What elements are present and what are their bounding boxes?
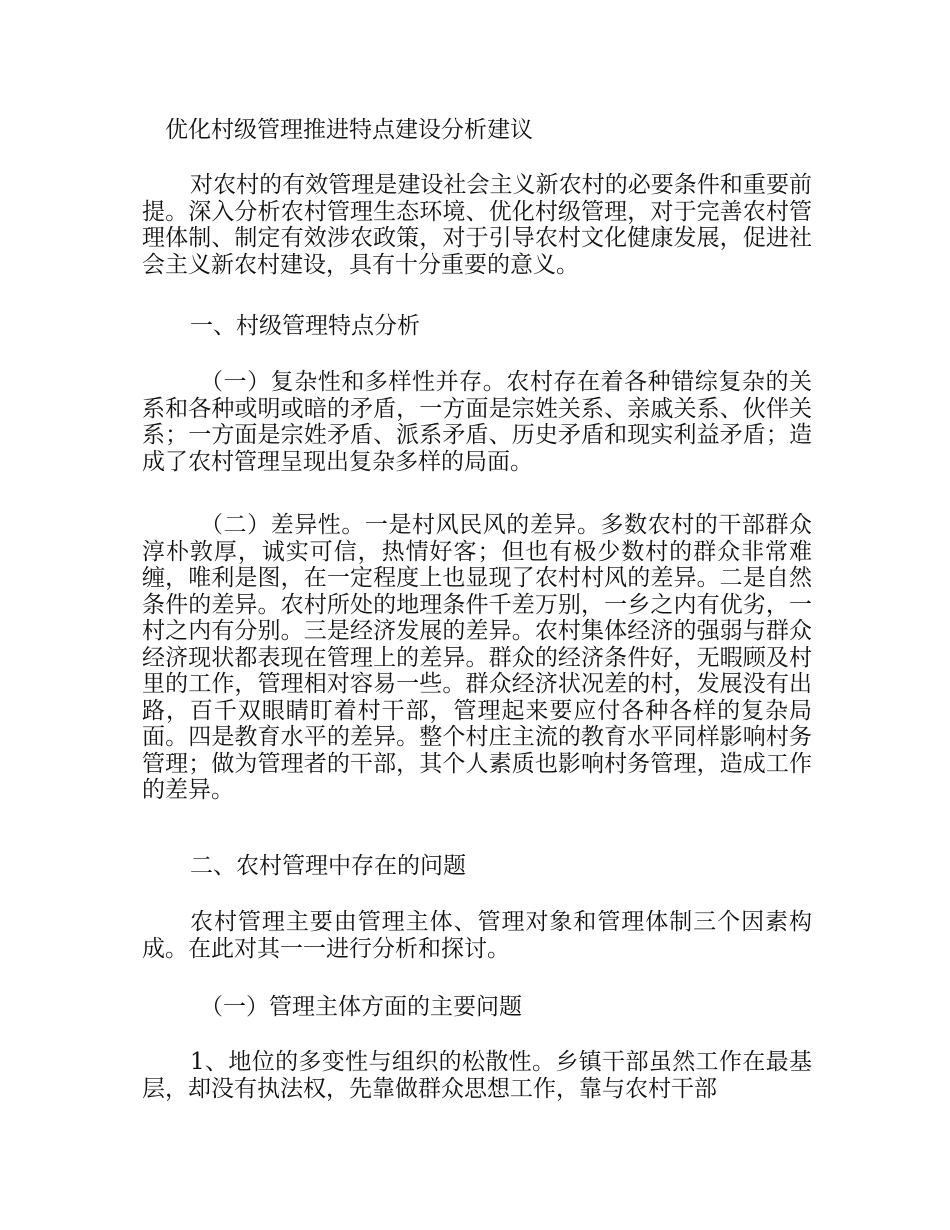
subsection-heading-1: （一）管理主体方面的主要问题	[200, 994, 522, 1020]
section-heading-2: 二、农村管理中存在的问题	[190, 853, 466, 879]
paragraph-complexity: （一）复杂性和多样性并存。农村存在着各种错综复杂的关系和各种或明或暗的矛盾，一方面是宗姓关系、亲戚关系、伙伴关系；一方面是宗姓矛盾、派系矛盾、历史矛盾和现实利益矛盾；造成了农村管理呈现出复杂多样的局面。	[142, 369, 812, 475]
intro-paragraph: 对农村的有效管理是建设社会主义新农村的必要条件和重要前提。深入分析农村管理生态环境、优化村级管理，对于完善农村管理体制、制定有效涉农政策，对于引导农村文化健康发展，促进社会主义新农村建设，具有十分重要的意义。	[142, 172, 812, 278]
paragraph-difference: （二）差异性。一是村风民风的差异。多数农村的干部群众淳朴敦厚，诚实可信，热情好客；但也有极少数村的群众非常难缠，唯利是图，在一定程度上也显现了农村村风的差异。二是自然条件的差异。农村所处的地理条件千差万别，一乡之内有优劣，一村之内有分别。三是经济发展的差异。农村集体经济的强弱与群众经济现状都表现在管理上的差异。群众的经济条件好，无暇顾及村里的工作，管理相对容易一些。群众经济状况差的村，发展没有出路，百千双眼睛盯着村干部，管理起来要应付各种各样的复杂局面。四是教育水平的差异。整个村庄主流的教育水平同样影响村务管理；做为管理者的干部，其个人素质也影响村务管理，造成工作的差异。	[142, 512, 812, 803]
section-heading-1: 一、村级管理特点分析	[190, 313, 420, 339]
document-title: 优化村级管理推进特点建设分析建议	[165, 117, 533, 143]
paragraph-status: 1、地位的多变性与组织的松散性。乡镇干部虽然工作在最基层，却没有执法权，先靠做群众思想工作，靠与农村干部	[142, 1049, 812, 1102]
paragraph-composition: 农村管理主要由管理主体、管理对象和管理体制三个因素构成。在此对其一一进行分析和探讨。	[142, 909, 812, 962]
